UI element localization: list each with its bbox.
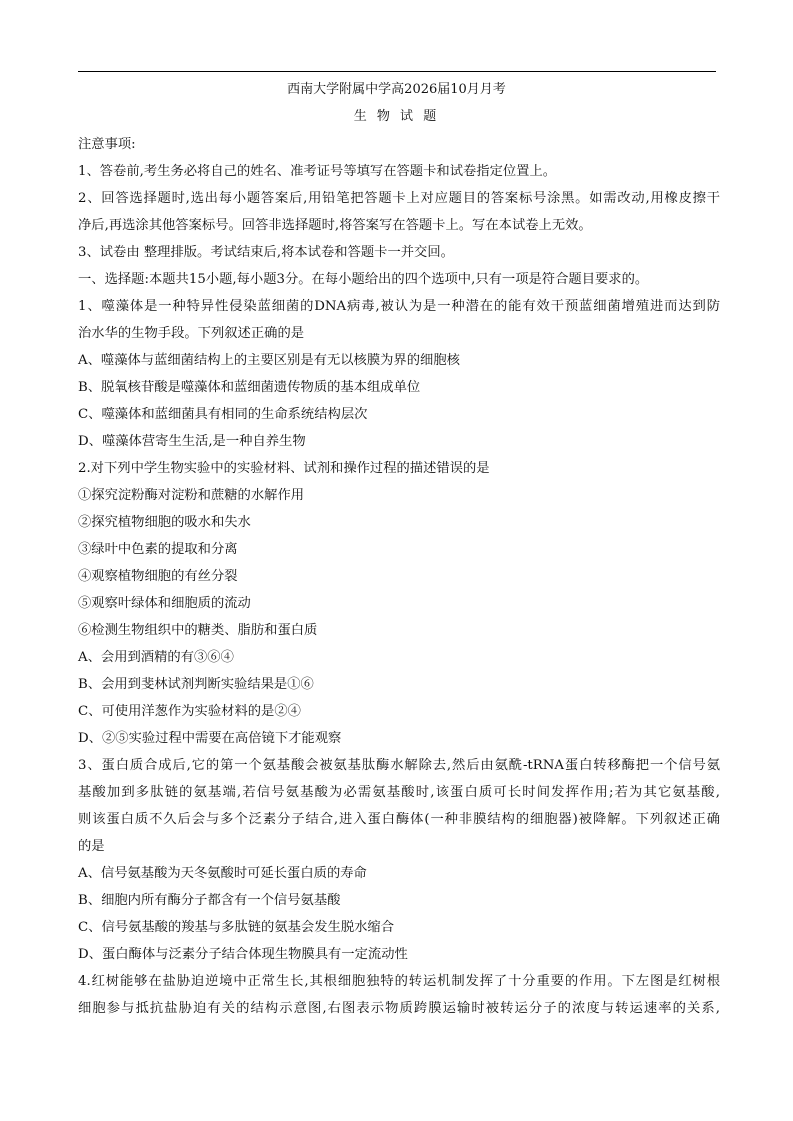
q1-stem-line-1: 1、噬藻体是一种特异性侵染蓝细菌的DNA病毒,被认为是一种潜在的能有效干预蓝细菌增殖进而达到防 [78,299,720,314]
q1-option-a: A、噬藻体与蓝细菌结构上的主要区别是有无以核膜为界的细胞核 [78,353,460,368]
q3-option-d: D、蛋白酶体与泛素分子结合体现生物膜具有一定流动性 [78,947,408,962]
q2-stem: 2.对下列中学生物实验中的实验材料、试剂和操作过程的描述错误的是 [78,461,490,476]
q1-option-b: B、脱氧核苷酸是噬藻体和蓝细菌遗传物质的基本组成单位 [78,380,421,395]
q2-experiment-6: ⑥检测生物组织中的糖类、脂肪和蛋白质 [78,623,318,638]
q1-option-d: D、噬藻体营寄生生活,是一种自养生物 [78,434,306,449]
q2-experiment-5: ⑤观察叶绿体和细胞质的流动 [78,596,251,611]
subject-title: 生 物 试 题 [353,109,440,124]
q3-option-b: B、细胞内所有酶分子都含有一个信号氨基酸 [78,893,341,908]
q3-option-c: C、信号氨基酸的羧基与多肽链的氨基会发生脱水缩合 [78,920,395,935]
section-heading: 一、选择题:本题共15小题,每小题3分。在每小题给出的四个选项中,只有一项是符合题目要求的。 [78,272,649,287]
q4-stem-line-1: 4.红树能够在盐胁迫逆境中正常生长,其根细胞独特的转运机制发挥了十分重要的作用。下左图是红树根 [78,974,720,989]
q3-stem-line-4: 的是 [78,839,105,854]
q2-option-a: A、会用到酒精的有③⑥④ [78,650,234,665]
q2-experiment-4: ④观察植物细胞的有丝分裂 [78,569,238,584]
header-rule [78,71,716,72]
q2-experiment-2: ②探究植物细胞的吸水和失水 [78,515,251,530]
notice-heading: 注意事项: [78,137,136,152]
notice-item-2-line-2: 净后,再选涂其他答案标号。回答非选择题时,将答案写在答题卡上。写在本试卷上无效。 [78,218,592,233]
q2-experiment-1: ①探究淀粉酶对淀粉和蔗糖的水解作用 [78,488,305,503]
notice-item-2-line-1: 2、回答选择题时,选出每小题答案后,用铅笔把答题卡上对应题目的答案标号涂黑。如需改动,用橡皮擦干 [78,191,720,206]
q3-option-a: A、信号氨基酸为天冬氨酸时可延长蛋白质的寿命 [78,866,367,881]
school-title: 西南大学附属中学高2026届10月月考 [287,82,506,97]
q3-stem-line-2: 基酸加到多肽链的氨基端,若信号氨基酸为必需氨基酸时,该蛋白质可长时间发挥作用;若为其它氨基酸, [78,785,720,800]
q1-stem-line-2: 治水华的生物手段。下列叙述正确的是 [78,326,305,341]
q3-stem-line-3: 则该蛋白质不久后会与多个泛素分子结合,进入蛋白酶体(一种非膜结构的细胞器)被降解。下列叙述正确 [78,812,720,827]
q2-option-d: D、②⑤实验过程中需要在高倍镜下才能观察 [78,731,342,746]
q2-option-c: C、可使用洋葱作为实验材料的是②④ [78,704,301,719]
q2-experiment-3: ③绿叶中色素的提取和分离 [78,542,238,557]
q4-stem-line-2: 细胞参与抵抗盐胁迫有关的结构示意图,右图表示物质跨膜运输时被转运分子的浓度与转运速率的关系, [78,1001,720,1016]
q1-option-c: C、噬藻体和蓝细菌具有相同的生命系统结构层次 [78,407,368,422]
q3-stem-line-1: 3、蛋白质合成后,它的第一个氨基酸会被氨基肽酶水解除去,然后由氨酰-tRNA蛋白转移酶把一个信号氨 [78,758,720,773]
notice-item-1: 1、答卷前,考生务必将自己的姓名、准考证号等填写在答题卡和试卷指定位置上。 [78,164,557,179]
notice-item-3: 3、试卷由 整理排版。考试结束后,将本试卷和答题卡一并交回。 [78,245,454,260]
q2-option-b: B、会用到斐林试剂判断实验结果是①⑥ [78,677,314,692]
